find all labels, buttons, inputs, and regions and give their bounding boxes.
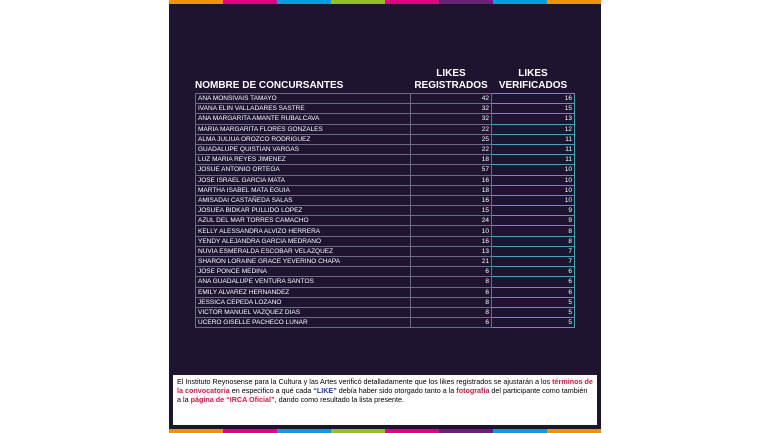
contestant-name-cell: JOSE ISRAEL GARCIA MATA <box>196 175 411 185</box>
contestant-name-cell: GUADALUPE QUISTIAN VARGAS <box>196 144 411 154</box>
contestant-name-cell: YENDY ALEJANDRA GARCIA MEDRANO <box>196 236 411 246</box>
contestant-name-cell: MARIA MARGARITA FLORES GONZALES <box>196 124 411 134</box>
stripe-segment <box>331 429 385 433</box>
contestant-name-cell: JOSUE ANTONIO ORTEGA <box>196 165 411 175</box>
results-table <box>195 93 575 328</box>
contestant-name-cell: AMISADAI CASTAÑEDA SALAS <box>196 195 411 205</box>
likes-verified-cell: 10 <box>492 185 575 195</box>
stripe-segment <box>331 0 385 4</box>
likes-verified-cell: 10 <box>492 165 575 175</box>
table-row <box>196 287 575 297</box>
stripe-segment <box>439 0 493 4</box>
likes-registered-cell: 32 <box>411 104 492 114</box>
likes-verified-cell: 6 <box>492 267 575 277</box>
contestant-name-cell: EMILY ALVAREZ HERNANDEZ <box>196 287 411 297</box>
note-highlight-like: “LIKE” <box>313 386 337 395</box>
likes-verified-cell: 9 <box>492 216 575 226</box>
table-row <box>196 216 575 226</box>
likes-verified-cell: 11 <box>492 155 575 165</box>
table-row <box>196 297 575 307</box>
likes-registered-cell: 13 <box>411 246 492 256</box>
stripe-segment <box>493 429 547 433</box>
note-text-1: El Instituto Reynosense para la Cultura y las Artes verificó detalladamente que los likes registrados se ajustarán a los <box>177 377 553 386</box>
likes-verified-cell: 16 <box>492 94 575 104</box>
contestant-name-cell: LUZ MARIA REYES JIMENEZ <box>196 155 411 165</box>
contestant-name-cell: JOSE PONCE MEDINA <box>196 267 411 277</box>
header-contestant-name: NOMBRE DE CONCURSANTES <box>195 80 344 91</box>
likes-verified-cell: 8 <box>492 226 575 236</box>
top-color-stripe <box>169 0 601 4</box>
likes-verified-cell: 10 <box>492 195 575 205</box>
table-row <box>196 175 575 185</box>
table-row <box>196 165 575 175</box>
results-panel <box>169 0 601 433</box>
contestant-name-cell: UCERO GISELLE PACHECO LUNAR <box>196 318 411 328</box>
table-row <box>196 277 575 287</box>
likes-registered-cell: 6 <box>411 318 492 328</box>
note-text-2: en especifico a qué cada <box>229 386 314 395</box>
likes-registered-cell: 57 <box>411 165 492 175</box>
likes-registered-cell: 32 <box>411 114 492 124</box>
header-likes-registered: LIKES REGISTRADOS <box>414 68 488 91</box>
verification-note <box>173 375 597 425</box>
table-row <box>196 226 575 236</box>
table-row <box>196 134 575 144</box>
likes-verified-cell: 7 <box>492 257 575 267</box>
likes-registered-cell: 42 <box>411 94 492 104</box>
likes-registered-cell: 8 <box>411 307 492 317</box>
contestant-name-cell: MARTHA ISABEL MATA EGUIA <box>196 185 411 195</box>
stripe-segment <box>385 429 439 433</box>
table-row <box>196 104 575 114</box>
table-row <box>196 267 575 277</box>
table-row <box>196 155 575 165</box>
likes-registered-cell: 24 <box>411 216 492 226</box>
likes-registered-cell: 18 <box>411 155 492 165</box>
table-row <box>196 94 575 104</box>
table-row <box>196 236 575 246</box>
contestant-name-cell: KELLY ALESSANDRA ALVIZO HERRERA <box>196 226 411 236</box>
likes-verified-cell: 5 <box>492 307 575 317</box>
likes-registered-cell: 22 <box>411 144 492 154</box>
table-row <box>196 246 575 256</box>
table-row <box>196 206 575 216</box>
stripe-segment <box>439 429 493 433</box>
table-row <box>196 124 575 134</box>
contestant-name-cell: SHARON LORAINE GRACE YEVERINO CHAPA <box>196 257 411 267</box>
stripe-segment <box>277 429 331 433</box>
likes-verified-cell: 12 <box>492 124 575 134</box>
stripe-segment <box>223 0 277 4</box>
note-highlight-page: página de “IRCA Oficial” <box>190 395 275 404</box>
likes-verified-cell: 13 <box>492 114 575 124</box>
table-row <box>196 307 575 317</box>
contestant-name-cell: VICTOR MANUEL VAZQUEZ DIAS <box>196 307 411 317</box>
likes-verified-cell: 8 <box>492 236 575 246</box>
likes-verified-cell: 6 <box>492 277 575 287</box>
note-text-4: del participante como también a la <box>177 386 588 404</box>
contestant-name-cell: ANA MONSIVAIS TAMAYO <box>196 94 411 104</box>
likes-registered-cell: 18 <box>411 185 492 195</box>
likes-verified-cell: 15 <box>492 104 575 114</box>
table-row <box>196 195 575 205</box>
likes-registered-cell: 10 <box>411 226 492 236</box>
note-text-3: debía haber sido otorgado tanto a la <box>336 386 457 395</box>
likes-verified-cell: 5 <box>492 318 575 328</box>
note-text-5: , dando como resultado la lista presente. <box>274 395 405 404</box>
note-highlight-terms: términos de la convocatoria <box>177 377 593 395</box>
contestant-name-cell: ALMA JULIUA OROZCO RODRIGUEZ <box>196 134 411 144</box>
likes-registered-cell: 22 <box>411 124 492 134</box>
likes-registered-cell: 21 <box>411 257 492 267</box>
note-highlight-photo: fotografía <box>456 386 490 395</box>
stripe-segment <box>169 0 223 4</box>
contestant-name-cell: IVANA ELIN VALLADARES SASTRE <box>196 104 411 114</box>
contestant-name-cell: ANA MARGARITA AMANTE RUBALCAVA <box>196 114 411 124</box>
likes-verified-cell: 7 <box>492 246 575 256</box>
contestant-name-cell: ANA GUADALUPE VENTURA SANTOS <box>196 277 411 287</box>
table-row <box>196 318 575 328</box>
likes-verified-cell: 11 <box>492 144 575 154</box>
stripe-segment <box>277 0 331 4</box>
table-row <box>196 185 575 195</box>
contestant-name-cell: NUVIA ESMERALDA ESCOBAR VELAZQUEZ <box>196 246 411 256</box>
stripe-segment <box>547 429 601 433</box>
header-likes-verified: LIKES VERIFICADOS <box>498 68 568 91</box>
bottom-color-stripe <box>169 429 601 433</box>
likes-verified-cell: 5 <box>492 297 575 307</box>
likes-registered-cell: 16 <box>411 175 492 185</box>
likes-registered-cell: 16 <box>411 236 492 246</box>
stripe-segment <box>169 429 223 433</box>
likes-registered-cell: 16 <box>411 195 492 205</box>
likes-verified-cell: 9 <box>492 206 575 216</box>
likes-registered-cell: 25 <box>411 134 492 144</box>
table-row <box>196 114 575 124</box>
table-row <box>196 257 575 267</box>
stripe-segment <box>547 0 601 4</box>
likes-verified-cell: 10 <box>492 175 575 185</box>
contestant-name-cell: JOSUEA BIDKAR PULLIDO LOPEZ <box>196 206 411 216</box>
stripe-segment <box>493 0 547 4</box>
contestant-name-cell: JESSICA CEPEDA LOZANO <box>196 297 411 307</box>
likes-registered-cell: 6 <box>411 267 492 277</box>
likes-registered-cell: 15 <box>411 206 492 216</box>
likes-registered-cell: 6 <box>411 287 492 297</box>
likes-registered-cell: 8 <box>411 277 492 287</box>
stripe-segment <box>223 429 277 433</box>
likes-verified-cell: 6 <box>492 287 575 297</box>
likes-registered-cell: 8 <box>411 297 492 307</box>
stripe-segment <box>385 0 439 4</box>
table-row <box>196 144 575 154</box>
contestant-name-cell: AZUL DEL MAR TORRES CAMACHO <box>196 216 411 226</box>
likes-verified-cell: 11 <box>492 134 575 144</box>
